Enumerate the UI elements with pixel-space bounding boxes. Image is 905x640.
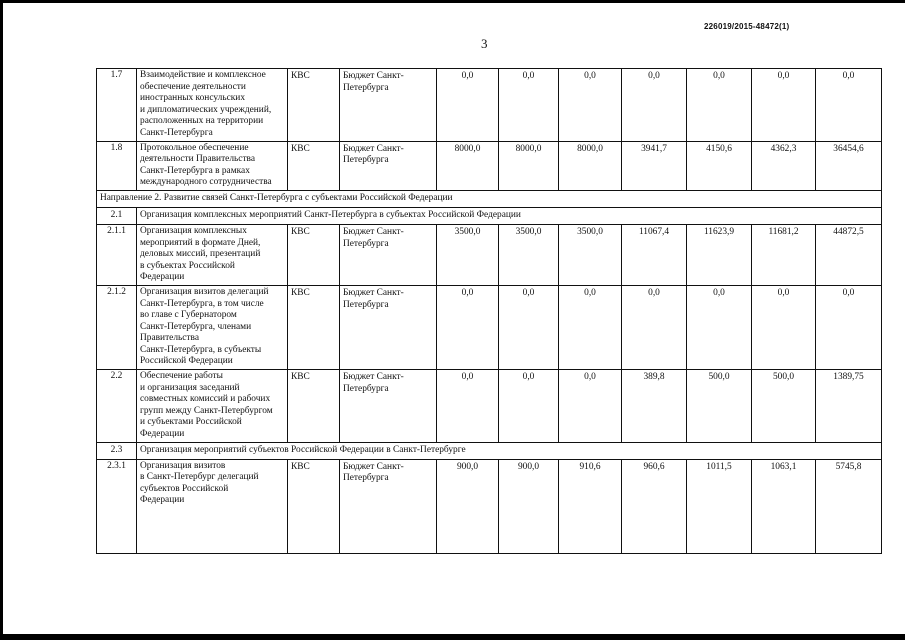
year-value: 8000,0 (559, 141, 622, 190)
year-value: 500,0 (752, 370, 816, 443)
activity-name-line: обеспечение деятельности (140, 81, 246, 92)
year-value: 0,0 (559, 285, 622, 369)
activity-name-line: и дипломатических учреждений, (140, 104, 272, 115)
year-value: 0,0 (559, 69, 622, 142)
scan-frame-bottom (0, 634, 905, 640)
year-value: 3500,0 (559, 224, 622, 285)
row-number: 2.2 (97, 370, 137, 443)
row-number: 2.3.1 (97, 459, 137, 553)
activity-name-line: в субъектах Российской (140, 260, 235, 271)
row-number: 1.8 (97, 141, 137, 190)
activity-name-line: Обеспечение работы (140, 371, 223, 382)
executor: КВС (288, 459, 340, 553)
funding-source-line: Бюджет Санкт- (343, 71, 404, 81)
row-number: 2.3 (97, 442, 137, 459)
activity-name-line: Организация комплексных (140, 225, 247, 236)
year-value: 11623,9 (687, 224, 752, 285)
year-value: 389,8 (622, 370, 687, 443)
year-value: 0,0 (499, 285, 559, 369)
table-row (97, 69, 882, 142)
table-row (97, 190, 882, 207)
total-value: 36454,6 (816, 141, 882, 190)
executor: КВС (288, 224, 340, 285)
activity-name-line: субъектов Российской (140, 483, 229, 494)
year-value: 0,0 (752, 69, 816, 142)
total-value: 0,0 (816, 285, 882, 369)
activity-name-line: Протокольное обеспечение (140, 142, 249, 153)
funding-source (340, 141, 437, 190)
year-value: 11681,2 (752, 224, 816, 285)
year-value: 0,0 (437, 69, 499, 142)
funding-source-line: Петербурга (343, 82, 389, 93)
year-value: 0,0 (437, 285, 499, 369)
activity-name-line: во главе с Губернатором (140, 310, 237, 321)
funding-source-line: Петербурга (343, 238, 389, 249)
row-number: 2.1.2 (97, 285, 137, 369)
table-row (97, 285, 882, 369)
document-number: 226019/2015-48472(1) (704, 22, 790, 31)
activity-name-line: Организация визитов делегаций (140, 286, 269, 297)
year-value: 900,0 (499, 459, 559, 553)
year-value: 4362,3 (752, 141, 816, 190)
funding-source-line: Бюджет Санкт- (343, 461, 404, 472)
year-value: 3941,7 (622, 141, 687, 190)
row-number: 2.1 (97, 207, 137, 224)
row-number: 2.1.1 (97, 224, 137, 285)
funding-source-line: Петербурга (343, 299, 389, 310)
funding-source (340, 370, 437, 443)
year-value: 910,6 (559, 459, 622, 553)
activity-name (137, 285, 288, 369)
activity-name-line: Санкт-Петербурга, членами (140, 321, 252, 332)
year-value: 500,0 (687, 370, 752, 443)
year-value: 0,0 (687, 69, 752, 142)
funding-source (340, 224, 437, 285)
year-value: 0,0 (499, 69, 559, 142)
funding-source-line: Петербурга (343, 473, 389, 484)
year-value: 8000,0 (499, 141, 559, 190)
activity-name-line: в Санкт-Петербург делегаций (140, 472, 259, 483)
funding-source-line: Петербурга (343, 383, 389, 394)
scan-frame-left (0, 0, 3, 640)
subsection-heading: Организация комплексных мероприятий Санкт-Петербурга в субъектах Российской Федерации (137, 207, 882, 224)
year-value: 11067,4 (622, 224, 687, 285)
executor: КВС (288, 69, 340, 142)
direction-heading: Направление 2. Развитие связей Санкт-Петербурга с субъектами Российской Федерации (97, 190, 882, 207)
activity-name-line: групп между Санкт-Петербургом (140, 405, 273, 416)
subsection-heading: Организация мероприятий субъектов Российской Федерации в Санкт-Петербурге (137, 442, 882, 459)
activity-name (137, 224, 288, 285)
activity-name-line: Правительства (140, 333, 199, 344)
activity-name-line: расположенных на территории (140, 116, 264, 127)
year-value: 3500,0 (437, 224, 499, 285)
funding-source-line: Бюджет Санкт- (343, 372, 404, 383)
year-value: 900,0 (437, 459, 499, 553)
activity-name-line: Федерации (140, 495, 185, 506)
activity-name-line: Взаимодействие и комплексное (140, 70, 266, 80)
year-value: 3500,0 (499, 224, 559, 285)
funding-source (340, 285, 437, 369)
program-table (96, 68, 882, 554)
scan-frame-top (0, 0, 905, 3)
total-value: 44872,5 (816, 224, 882, 285)
activity-name-line: Российской Федерации (140, 356, 233, 367)
total-value: 0,0 (816, 69, 882, 142)
funding-source-line: Бюджет Санкт- (343, 143, 404, 154)
total-value: 5745,8 (816, 459, 882, 553)
table-row (97, 442, 882, 459)
total-value: 1389,75 (816, 370, 882, 443)
executor: КВС (288, 285, 340, 369)
year-value: 0,0 (499, 370, 559, 443)
funding-source (340, 69, 437, 142)
activity-name (137, 69, 288, 142)
activity-name-line: мероприятий в формате Дней, (140, 237, 261, 248)
activity-name-line: Организация визитов (140, 460, 226, 471)
year-value: 960,6 (622, 459, 687, 553)
table-row (97, 224, 882, 285)
year-value: 0,0 (622, 69, 687, 142)
table-row (97, 141, 882, 190)
year-value: 4150,6 (687, 141, 752, 190)
funding-source-line: Бюджет Санкт- (343, 226, 404, 237)
activity-name-line: международного сотрудничества (140, 177, 272, 188)
activity-name-line: Федерации (140, 272, 185, 283)
year-value: 1011,5 (687, 459, 752, 553)
year-value: 0,0 (437, 370, 499, 443)
activity-name-line: Санкт-Петербурга (140, 127, 213, 138)
funding-source-line: Петербурга (343, 155, 389, 166)
funding-source-line: Бюджет Санкт- (343, 287, 404, 298)
year-value: 0,0 (752, 285, 816, 369)
activity-name (137, 141, 288, 190)
funding-source (340, 459, 437, 553)
activity-name-line: Санкт-Петербурга, в том числе (140, 298, 264, 309)
activity-name-line: иностранных консульских (140, 93, 246, 104)
activity-name-line: Санкт-Петербурга, в субъекты (140, 344, 262, 355)
year-value: 0,0 (687, 285, 752, 369)
row-number: 1.7 (97, 69, 137, 142)
table-row (97, 370, 882, 443)
year-value: 8000,0 (437, 141, 499, 190)
year-value: 1063,1 (752, 459, 816, 553)
activity-name (137, 370, 288, 443)
activity-name-line: деятельности Правительства (140, 154, 256, 165)
year-value: 0,0 (622, 285, 687, 369)
activity-name-line: Санкт-Петербурга в рамках (140, 165, 250, 176)
table-body (97, 69, 882, 554)
table-row (97, 207, 882, 224)
activity-name-line: и организация заседаний (140, 382, 240, 393)
executor: КВС (288, 141, 340, 190)
activity-name-line: и субъектами Российской (140, 417, 242, 428)
activity-name-line: Федерации (140, 429, 185, 440)
executor: КВС (288, 370, 340, 443)
activity-name-line: совместных комиссий и рабочих (140, 394, 271, 405)
page-number: 3 (481, 36, 488, 51)
table-row (97, 459, 882, 553)
activity-name (137, 459, 288, 553)
activity-name-line: деловых миссий, презентаций (140, 249, 261, 260)
year-value: 0,0 (559, 370, 622, 443)
